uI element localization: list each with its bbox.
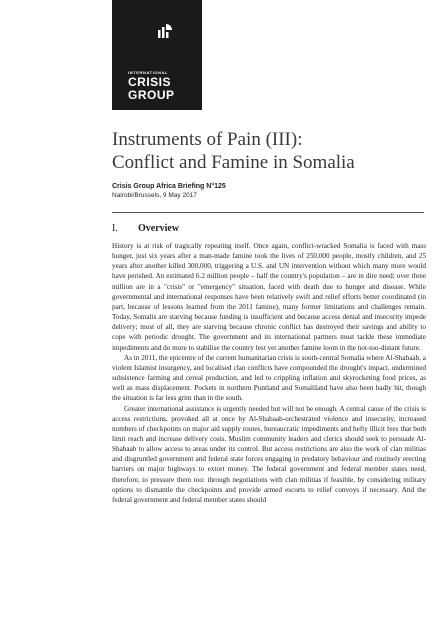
report-title xyxy=(112,128,432,174)
paragraph-2: As in 2011, the epicentre of the current humanitarian crisis is south-central Somalia where Al-Shabaab, a violent Islamist insurgency, and localised clan conflicts have compounded the drought's impact, undermined subsistence farming and cereal production, and led to crippling inflation and skyrocketing food prices, as well as mass displacement. Pockets in northern Puntland and Somaliland have also been badly hit, though the situation is far less grim than in the south. xyxy=(112,353,426,403)
logo-group: GROUP xyxy=(128,88,175,102)
logo-international: INTERNATIONAL xyxy=(128,70,169,75)
paragraph-1: History is at risk of tragically repeating itself. Once again, conflict-wracked Somalia is faced with mass hunger, just six years after a man-made famine took the lives of 250,000 people, mostly children, and 25 years after another killed 300,000, triggering a U.S. and UN intervention without which many more would have perished. An estimated 6.2 million people – half the country's population – are in dire need; over three million are in a "crisis" or "emergency" situation, faced with death due to hunger and disease. While governmental and international responses have been relatively swift and relief efforts better coordinated (in part, because of lessons learned from the 2011 famine), many former limitations and challenges remain. Today, Somalis are starving because funding is insufficient and because access denial and insecurity impede delivery; most of all, they are starving because chronic conflict has destroyed their savings and ability to cope with periodic drought. The government and its international partners must tackle these immediate impediments and do more to stabilise the country lest yet another famine loom in the not-too-distant future. xyxy=(112,242,426,352)
title-line-1: Instruments of Pain (III): xyxy=(112,129,303,150)
paragraph-3: Greater international assistance is urgently needed but will not be enough. A central cause of the crisis is access restrictions, provoked all at once by Al-Shabaab-orchestrated violence and insecurity, increased numbers of checkpoints on major aid supply routes, bureaucratic impediments and hefty illicit fees that both limit reach and increase delivery costs. Muslim community leaders and clerics should seek to persuade Al-Shabaab to allow access to areas under its control. But access restrictions are also the work of clan militias and disgruntled government and federal state forces engaging in predatory behaviour and routinely erecting barriers on major highways to extort money. The federal government and federal member states need, therefore, to pressure them too: through negotiations with clan militias if feasible, by considering military options to dismantle the checkpoints and provide armed escorts to relief convoys if necessary. And the federal government and federal member states should xyxy=(112,404,426,504)
crisis-group-emblem-icon xyxy=(153,22,173,40)
section-number: I. xyxy=(112,223,118,234)
briefing-number: Crisis Group Africa Briefing N°125 xyxy=(112,183,226,190)
dateline: Nairobi/Brussels, 9 May 2017 xyxy=(112,192,197,199)
section-title: Overview xyxy=(138,223,180,234)
logo-crisis: CRISIS xyxy=(128,75,172,89)
section-divider xyxy=(112,212,424,213)
crisis-group-logo xyxy=(112,0,202,110)
title-line-2: Conflict and Famine in Somalia xyxy=(112,152,355,173)
body-text xyxy=(112,241,426,505)
